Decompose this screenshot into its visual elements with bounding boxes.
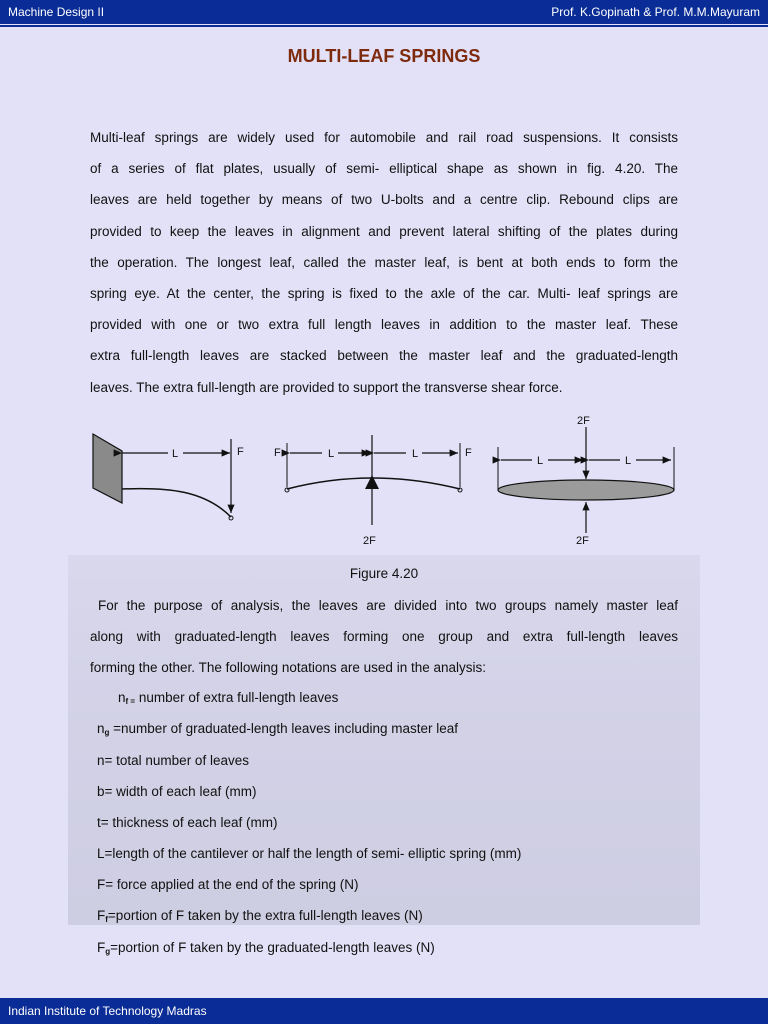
- intro-paragraph: [90, 122, 678, 403]
- force-label-F: F: [237, 446, 244, 458]
- figure-caption: Figure 4.20: [349, 566, 419, 581]
- notation-b: b= width of each leaf (mm): [97, 784, 257, 799]
- authors: Prof. K.Gopinath & Prof. M.M.Mayuram: [551, 5, 760, 19]
- elliptic-diagram: [498, 415, 674, 547]
- notation-n: n= total number of leaves: [97, 753, 249, 768]
- intro-line: provided with one or two extra full length leaves in addition to the master leaf. These: [90, 317, 678, 333]
- intro-line: Multi-leaf springs are widely used for automobile and rail road suspensions. It consists: [90, 130, 678, 145]
- header-divider: [0, 25, 768, 27]
- semi-elliptic-diagram: [274, 435, 472, 547]
- institute-name: Indian Institute of Technology Madras: [8, 1004, 207, 1018]
- intro-line: extra full-length leaves are stacked between the master leaf and the graduated-length: [90, 348, 678, 364]
- dim-label-L: L: [412, 448, 419, 460]
- notation-F: F= force applied at the end of the spring (N): [97, 877, 359, 892]
- intro-line: the operation. The longest leaf, called the master leaf, is bent at both ends to form the: [90, 254, 678, 270]
- notation-nf: $n_{f =}$ number of extra full-length leaves: [118, 690, 339, 706]
- notation-Ff: $F_f=portion$ of F taken by the extra full-length leaves (N): [97, 908, 423, 924]
- intro-line: provided to keep the leaves in alignment and prevent lateral shifting of the plates during: [90, 223, 678, 239]
- page-title: MULTI-LEAF SPRINGS: [287, 46, 481, 66]
- dim-label-L: L: [537, 455, 544, 467]
- figure-4-20: [0, 405, 768, 555]
- force-label-2F: 2F: [577, 415, 590, 427]
- intro-line: leaves are held together by means of two U-bolts and a centre clip. Rebound clips are: [90, 192, 678, 208]
- notation-Fg: $F_g=portion$ of F taken by the graduated-length leaves (N): [97, 940, 435, 956]
- dim-label-L: L: [328, 448, 335, 460]
- dim-label-L: L: [172, 448, 179, 460]
- analysis-line: forming the other. The following notations are used in the analysis:: [90, 660, 486, 676]
- intro-line: spring eye. At the center, the spring is fixed to the axle of the car. Multi- leaf springs are: [90, 286, 678, 302]
- dim-label-L: L: [625, 455, 632, 467]
- notation-L: L=length of the cantilever or half the length of semi- elliptic spring (mm): [97, 846, 522, 861]
- header-bar: [0, 0, 768, 24]
- intro-line: of a series of flat plates, usually of semi- elliptical shape as shown in fig. 4.20. The: [90, 161, 678, 177]
- intro-line: leaves. The extra full-length are provided to support the transverse shear force.: [90, 379, 563, 395]
- force-label-2F: 2F: [576, 535, 589, 547]
- force-label-F: F: [465, 447, 472, 459]
- analysis-line: For the purpose of analysis, the leaves are divided into two groups namely master leaf: [98, 598, 678, 613]
- analysis-paragraph: [90, 590, 678, 684]
- notation-t: t= thickness of each leaf (mm): [97, 815, 278, 830]
- analysis-line: along with graduated-length leaves forming one group and extra full-length leaves: [90, 629, 678, 645]
- force-label-F: F: [274, 447, 281, 459]
- footer-bar: [0, 998, 768, 1024]
- notation-ng: $n_g$ =number of graduated-length leaves including master leaf: [97, 721, 458, 737]
- course-title: Machine Design II: [8, 5, 105, 19]
- force-label-2F: 2F: [363, 535, 376, 547]
- cantilever-diagram: [93, 434, 244, 520]
